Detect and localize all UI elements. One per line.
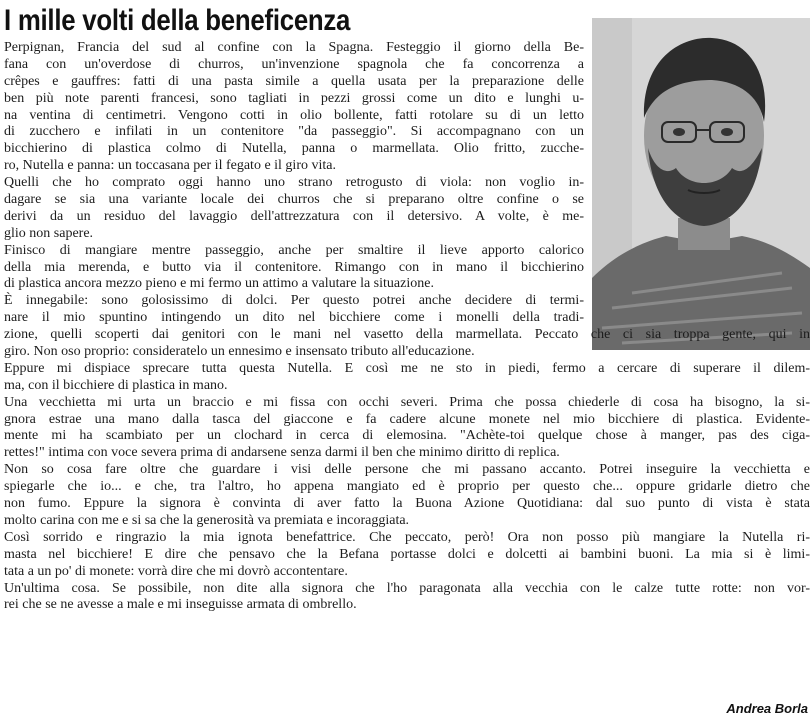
article-column-wide bbox=[4, 327, 812, 614]
text-line: Un'ultima cosa. Se possibile, non dite alla signora che l'ho paragonata alla vecchia con le calze tutte rotte: non vor- bbox=[4, 580, 810, 596]
text-line: di plastica ancora mezzo pieno e mi fermo un attimo a valutare la situazione. bbox=[4, 276, 434, 292]
text-line: Eppure mi dispiace sprecare tutta questa Nutella. E così me ne sto in piedi, fermo a cercare di superare il dilem- bbox=[4, 360, 810, 376]
text-line: Una vecchietta mi urta un braccio e mi fissa con occhi severi. Prima che possa chiederle di cosa ha bisogno, la si- bbox=[4, 394, 810, 410]
text-line: nare il mio spuntino intingendo un dito nel bicchiere come i monelli della tradi- bbox=[4, 310, 584, 326]
text-line: molto carina con me e si sa che la generosità va premiata e incoraggiata. bbox=[4, 512, 410, 528]
article-headline: I mille volti della beneficenza bbox=[4, 4, 351, 37]
text-line: fana con un'overdose di churros, un'invenzione spagnola che fa concorrenza a bbox=[4, 56, 584, 72]
text-line: della mia merenda, e butto via il contenitore. Rimango con in mano il bicchierino bbox=[4, 259, 584, 275]
text-line: ma, con il bicchiere di plastica in mano. bbox=[4, 377, 228, 393]
text-line: È innegabile: sono golosissimo di dolci. Per questo potrei anche decidere di termi- bbox=[4, 293, 584, 309]
text-line: Così sorrido e ringrazio la mia ignota benefattrice. Che peccato, però! Ora non posso più mangiare la Nutella ri- bbox=[4, 529, 810, 545]
text-line: zione, quelli scoperti dai genitori con le mani nel vasetto della marmellata. Peccato che ci sia troppa gente, qui in bbox=[4, 327, 810, 343]
text-line: Finisco di mangiare mentre passeggio, anche per smaltire il lieve apporto calorico bbox=[4, 242, 584, 258]
text-line: mente mi ha scambiato per un clochard in cerca di elemosina. "Achète-toi quelque chose à manger, pas des ciga- bbox=[4, 428, 810, 444]
text-line: giro. Non oso proprio: consideratelo un ennesimo e insensato tributo all'educazione. bbox=[4, 344, 475, 360]
text-line: non fumo. Eppure la signora è convinta di aver fatto la Buona Azione Quotidiana: dal suo punto di vista è stata bbox=[4, 496, 810, 512]
text-line: rei che se ne avesse a male e mi inseguisse armata di ombrello. bbox=[4, 597, 357, 613]
text-line: ben più note parenti francesi, sono tagliati in pezzi grossi come un dito e lunghi u- bbox=[4, 90, 584, 106]
text-line: di zucchero e infilati in un contenitore "da passeggio". Si accompagnano con un bbox=[4, 124, 584, 140]
text-line: masta nel bicchiere! E dire che pensavo che la Befana portasse dolci e dolcetti ai bambini buoni. La mia si è limi- bbox=[4, 546, 810, 562]
author-byline: Andrea Borla bbox=[726, 701, 808, 716]
text-line: spiegarle che io... e che, tra l'altro, ho appena mangiato ed è proprio per questo che... oppure gridarle dietro che bbox=[4, 479, 810, 495]
text-line: na ventina di centimetri. Vengono cotti in olio bollente, fatti rotolare su di un letto bbox=[4, 107, 584, 123]
text-line: ro, Nutella e panna: un toccasana per il fegato e il giro vita. bbox=[4, 158, 336, 174]
text-line: bicchierino di plastica colmo di Nutella, panna o marmellata. Olio fritto, zucche- bbox=[4, 141, 584, 157]
text-line: dagare se sia una variante locale dei churros che si preparano oltre confine o se bbox=[4, 192, 584, 208]
text-line: Quelli che ho comprato oggi hanno uno strano retrogusto di viola: non voglio in- bbox=[4, 175, 584, 191]
article-column-narrow bbox=[4, 40, 584, 327]
text-line: Non so cosa fare oltre che guardare i visi delle persone che mi passano accanto. Potrei inseguire la vecchietta e bbox=[4, 462, 810, 478]
text-line: derivi da un residuo del lavaggio dell'attrezzatura con il detersivo. A volte, è me- bbox=[4, 208, 584, 224]
text-line: Perpignan, Francia del sud al confine con la Spagna. Festeggio il giorno della Be- bbox=[4, 40, 584, 55]
text-line: tata a un po' di monete: vorrà dire che mi dovrò accontentare. bbox=[4, 563, 348, 579]
text-line: rettes!" intima con voce severa prima di andarsene senza darmi il ben che minimo diritto di replica. bbox=[4, 445, 560, 461]
text-line: glio non sapere. bbox=[4, 225, 94, 241]
article-body bbox=[4, 40, 812, 614]
text-line: crêpes e gauffres: fatti di una pasta simile a quella usata per la preparazione delle bbox=[4, 73, 584, 89]
text-line: gnora estrae una mano dalla tasca del giaccone e fa cadere alcune monete nel mio bicchiere di plastica. Evidente- bbox=[4, 411, 810, 427]
